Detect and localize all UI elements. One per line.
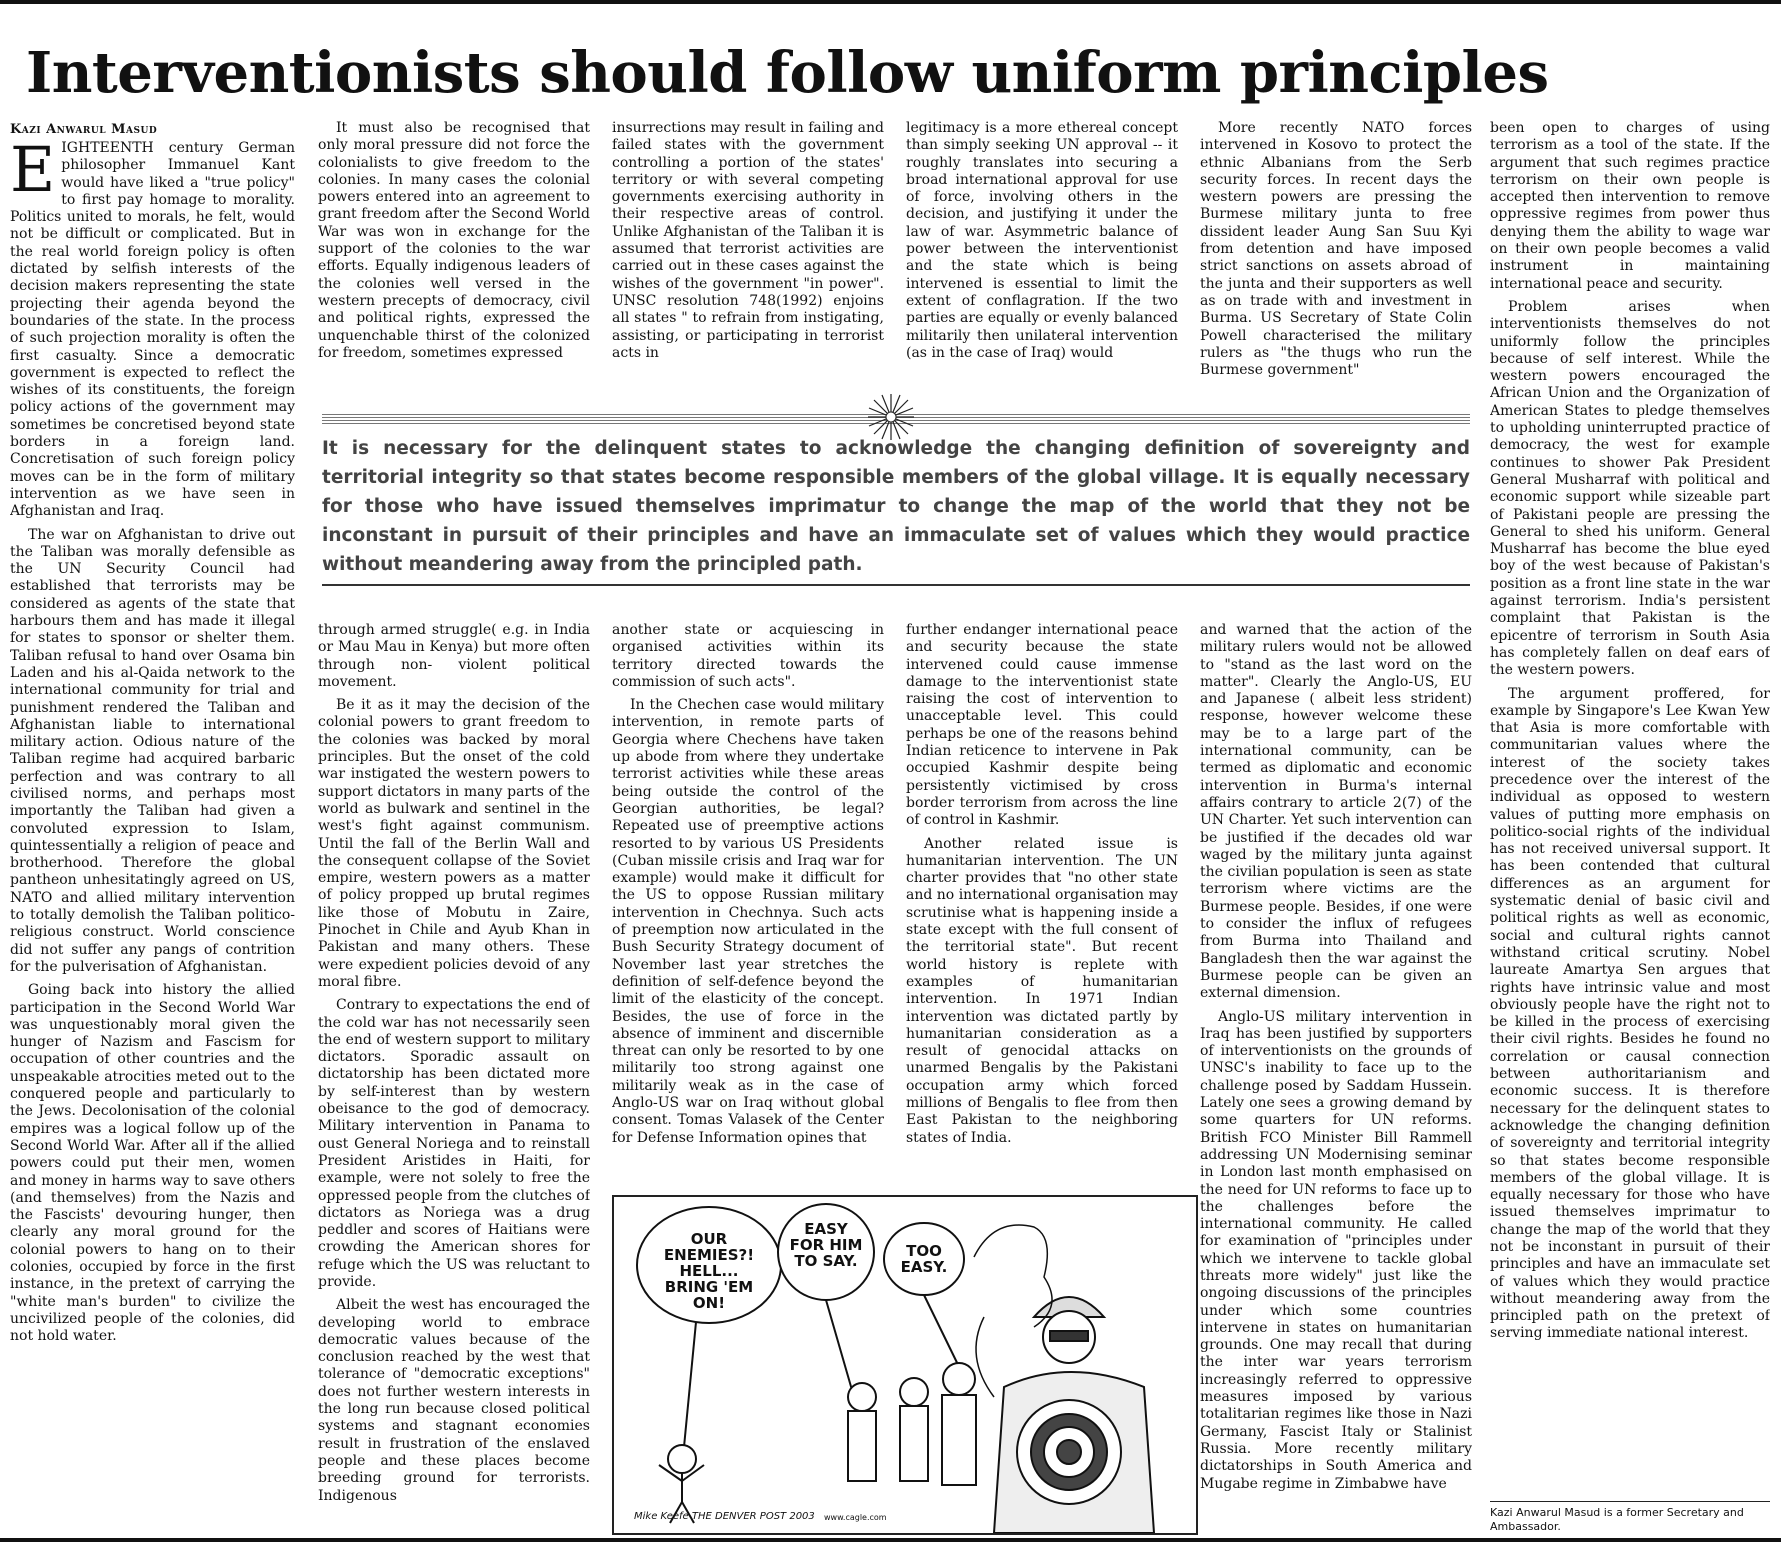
soldier-figure (994, 1297, 1154, 1533)
column-2-top (318, 120, 590, 410)
col1-p2: The war on Afghanistan to drive out the Taliban was morally defensible as the UN Security Council had established that terrorists may be considered as agents of the state that harbours them and has made it illegal for states to sponsor or shelter them. Taliban refusal to hand over Osama bin Laden and his al-Qaida network to the international community for trial and punishment rendered the Taliban and Afghanistan liable to international military action. Odious nature of the Taliban regime had acquired barbaric perfection and was contrary to all civilised norms, and perhaps most importantly the Taliban had given a convoluted expression to Islam, quintessentially a religion of peace and brotherhood. Therefore the global pantheon unhesitatingly agreed on US, NATO and allied military intervention to totally demolish the Taliban politico-religious construct. World conscience did not suffer any pangs of contrition for the pulverisation of Afghanistan. (10, 526, 295, 975)
column-4-bottom (906, 622, 1178, 1188)
col1-p3: Going back into history the allied participation in the Second World War was unquestionably moral given the hunger of Nazism and Fascism for occupation of other countries and the unspeakable atrocities meted out to the conquered people and particularly to the Jews. Decolonisation of the colonial empires was a logical follow up of the Second World War. After all if the allied powers could put their men, women and money in harms way to save others (and themselves) from the Nazis and the Fascists' devouring hunger, then clearly any moral ground for the colonial powers to hang on to their colonies, occupied by force in the first instance, in the pretext of carrying the "white man's burden" to civilize the uncivilized people of the colonies, did not hold water. (10, 982, 295, 1345)
byline: Kazi Anwarul Masud (10, 122, 158, 137)
pull-quote-bottom-rule (322, 584, 1470, 586)
col5-bottom-p1: and warned that the action of the military rulers would not be allowed to "stand as the last word on the matter". Clearly the Anglo-US, EU and Japanese ( albeit less strident) response, however welcome these may be to a large part of the international community, can be termed as diplomatic and economic intervention in Burma's internal affairs contrary to article 2(7) of the UN Charter. Yet such intervention can be justified if the decades old war waged by the military junta against the civilian population is seen as state terrorism where victims are the Burmese people. Besides, if one were to consider the influx of refugees from Burma into Thailand and Bangladesh then the war against the Burmese people can be given an external dimension. (1200, 622, 1472, 1002)
column-2-bottom (318, 622, 590, 1537)
cartoon-signature: Mike Keefe THE DENVER POST 2003 (634, 1511, 815, 1522)
column-4-top (906, 120, 1178, 410)
column-5-top (1200, 120, 1472, 410)
col1-p1: EIGHTEENTH century German philosopher Immanuel Kant would have liked a "true policy" to first pay homage to morality. Politics united to morals, he felt, would not be difficult or complicated. But in the real world foreign policy is often dictated by selfish interests of the decision makers representing the state projecting their agenda beyond the boundaries of the state. In the process of such projection morality is often the first casualty. Since a democratic government is expected to reflect the wishes of its constituents, the foreign policy actions of the government may sometimes be concretised beyond state borders in a foreign land. Concretisation of such foreign policy moves can be in the form of military intervention as we have seen in Afghanistan and Iraq. (10, 140, 295, 520)
column-3-top (612, 120, 884, 410)
author-bio: Kazi Anwarul Masud is a former Secretary and Ambassador. (1490, 1506, 1744, 1533)
col3-bottom-p2: In the Chechen case would military intervention, in remote parts of Georgia where Chechens have taken up abode from where they undertake terrorist activities while these areas being outside the control of the Georgian authorities, be legal? Repeated use of preemptive actions resorted to by various US Presidents (Cuban missile crisis and Iraq war for example) would make it difficult for the US to oppose Russian military intervention in Chechnya. Such acts of preemption now articulated in the Bush Security Strategy document of November last year stretches the definition of self-defence beyond the limit of the elasticity of the concept. Besides, the use of force in the absence of imminent and discernible threat can only be resorted to by one militarily too strong against one militarily weak as in the case of Anglo-US war on Iraq without global consent. Tomas Valasek of the Center for Defense Information opines that (612, 697, 884, 1146)
column-1 (10, 140, 295, 1535)
col4-top-p1: legitimacy is a more ethereal concept than simply seeking UN approval -- it roughly translates into securing a broad international approval for use of force, involving others in the decision, and justifying it under the law of war. Asymmetric balance of power between the interventionist and the state which is being intervened is essential to limit the extent of conflagration. If the two parties are equally or evenly balanced militarily then unilateral intervention (as in the case of Iraq) would (906, 120, 1178, 361)
background-figures (848, 1363, 976, 1485)
column-5-bottom (1200, 622, 1472, 1537)
drop-cap: E (10, 140, 56, 206)
bottom-rule (0, 1538, 1781, 1542)
column-6 (1490, 120, 1770, 1496)
speech-bubble-text-1: OUR ENEMIES?! HELL... BRING 'EM ON! (663, 1230, 755, 1312)
col6-p2: Problem arises when interventionists themselves do not uniformly follow the principles because of self interest. While the western powers encouraged the African Union and the Organization of American States to pledge themselves to upholding uninterrupted practice of democracy, the west for example continues to shower Pak President General Musharraf with political and economic support while sizeable part of Pakistani people are pressing the General to shed his uniform. General Musharraf has become the blue eyed boy of the west because of Pakistan's position as a front line state in the war against terrorism. India's persistent complaint that Pakistan is the epicentre of terrorism in South Asia has completely fallen on deaf ears of the western powers. (1490, 298, 1770, 679)
pull-quote-text: It is necessary for the delinquent states to acknowledge the changing definition of sovereignty and territorial integrity so that states become responsible members of the global village. It is equally necessary for those who have issued themselves imprimatur to change the map of the world that they not be inconstant in pursuit of their principles and have an immaculate set of values which they would practice without meandering away from the principled path. (322, 438, 1470, 575)
pull-quote (322, 406, 1470, 590)
col3-top-p1: insurrections may result in failing and failed states with the government controlling a portion of the states' territory or with several competing governments exercising authority in their respective areas of control. Unlike Afghanistan of the Taliban it is assumed that terrorist activities are carried out in these cases against the wishes of the government "in power". UNSC resolution 748(1992) enjoins all states " to refrain from instigating, assisting, or participating in terrorist acts in (612, 120, 884, 361)
editorial-cartoon (612, 1195, 1198, 1535)
cartoon-url: www.cagle.com (824, 1513, 887, 1522)
col4-bottom-p2: Another related issue is humanitarian intervention. The UN charter provides that "no other state and no international organisation may scrutinise what is happening inside a state except with the full consent of the territorial state". But recent world history is replete with examples of humanitarian intervention. In 1971 Indian intervention was dictated partly by humanitarian consideration as a result of genocidal attacks on unarmed Bengalis by the Pakistani occupation army which forced millions of Bengalis to flee from then East Pakistan to the neighboring states of India. (906, 835, 1178, 1146)
speech-bubble-text-3: TOO EASY. (900, 1242, 948, 1276)
col3-bottom-p1: another state or acquiescing in organised activities within its territory directed towards the commission of such acts". (612, 622, 884, 690)
speech-bubble-text-2: EASY FOR HIM TO SAY. (789, 1220, 863, 1270)
col4-bottom-p1: further endanger international peace and security because the state intervened could cause immense damage to the interventionist state raising the cost of intervention to unacceptable level. This could perhaps be one of the reasons behind Indian reticence to intervene in Pak occupied Kashmir despite being persistently victimised by cross border terrorism from across the line of control in Kashmir. (906, 622, 1178, 829)
col5-bottom-p2: Anglo-US military intervention in Iraq has been justified by supporters of interventionists on the grounds of UNSC's inability to face up to the challenge posed by Saddam Hussein. Lately one sees a growing demand by some quarters for UN reforms. British FCO Minister Bill Rammell addressing UN Modernising seminar in London last month emphasised on the need for UN reforms to face up to the challenges before the international community. He called for examination of "principles under which we intervene to tackle global threats more widely" just like the ongoing discussions of the principles under which some countries intervene in states on humanitarian grounds. One may recall that during the inter war years terrorism increasingly referred to oppressive measures imposed by various totalitarian regimes like those in Nazi Germany, Fascist Italy or Stalinist Russia. More recently military dictatorships in South America and Mugabe regime in Zimbabwe have (1200, 1008, 1472, 1492)
col5-top-p1: More recently NATO forces intervened in Kosovo to protect the ethnic Albanians from the Serb security forces. In recent days the western powers are pressing the Burmese military junta to free dissident leader Aung San Suu Kyi from detention and have imposed strict sanctions on assets abroad of the junta and their supporters as well as on trade with and investment in Burma. US Secretary of State Colin Powell characterised the military rulers as "the thugs who run the Burmese government" (1200, 120, 1472, 379)
col2-bottom-p1: through armed struggle( e.g. in India or Mau Mau in Kenya) but more often through non- violent political movement. (318, 622, 590, 690)
col6-p3: The argument proffered, for example by Singapore's Lee Kwan Yew that Asia is more comfortable with communitarian values where the interest of the society takes precedence over the interest of the individual as opposed to western values of putting more emphasis on politico-social rights of the individual has not received universal support. It has been contended that cultural differences as an argument for systematic denial of basic civil and political rights as well as economic, social and cultural rights cannot withstand critical scrutiny. Nobel laureate Amartya Sen argues that rights have intrinsic value and most obviously people have the right not to be killed in the process of exercising their civil rights. Besides he found no correlation or causal connection between authoritarianism and economic success. It is therefore necessary for the delinquent states to acknowledge the changing definition of sovereignty and territorial integrity so that states become responsible members of the global village. It is equally necessary for those who have issued themselves imprimatur to change the map of the world that they not be inconstant in pursuit of their principles and have an immaculate set of values which they would practice without meandering away from the principled path on the pretext of serving immediate national interest. (1490, 685, 1770, 1342)
col2-bottom-p4: Albeit the west has encouraged the developing world to embrace democratic values because of the conclusion reached by the west that tolerance of "democratic exceptions" does not further western interests in the long run because closed political systems and stagnant economies result in frustration of the enslaved people and these places become breeding ground for terrorists. Indigenous (318, 1297, 590, 1504)
headline: Interventionists should follow uniform principles (26, 40, 1549, 106)
col6-p1: been open to charges of using terrorism as a tool of the state. If the argument that such regimes practice terrorism on their own people is accepted then intervention to remove oppressive regimes from power thus denying them the ability to wage war on their own people becomes a valid instrument in maintaining international peace and security. (1490, 120, 1770, 292)
col2-top-p1: It must also be recognised that only moral pressure did not force the colonialists to give freedom to the colonies. In many cases the colonial powers entered into an agreement to grant freedom after the Second World War was won in exchange for the support of the colonies to the war efforts. Equally indigenous leaders of the colonies well versed in the western precepts of democracy, civil and political rights, expressed the unquenchable thirst of the colonized for freedom, sometimes expressed (318, 120, 590, 361)
column-3-bottom (612, 622, 884, 1188)
col2-bottom-p2: Be it as it may the decision of the colonial powers to grant freedom to the colonies was backed by moral principles. But the onset of the cold war instigated the western powers to support dictators in many parts of the world as bulwark and sentinel in the west's fight against communism. Until the fall of the Berlin Wall and the consequent collapse of the Soviet empire, western powers as a matter of policy propped up brutal regimes like those of Mobutu in Zaire, Pinochet in Chile and Ayub Khan in Pakistan and many others. These were expedient policies devoid of any moral fibre. (318, 697, 590, 990)
top-rule (0, 0, 1781, 4)
col2-bottom-p3: Contrary to expectations the end of the cold war has not necessarily seen the end of western support to military dictators. Sporadic assault on dictatorship has been dictated more by self-interest than by western obeisance to the god of democracy. Military intervention in Panama to oust General Noriega and to reinstall President Aristides in Haiti, for example, were not solely to free the oppressed people from the clutches of dictators as Noriega was a drug peddler and scores of Haitians were crowding the American shores for refuge which the US was reluctant to provide. (318, 997, 590, 1290)
bio-rule (1490, 1501, 1770, 1502)
